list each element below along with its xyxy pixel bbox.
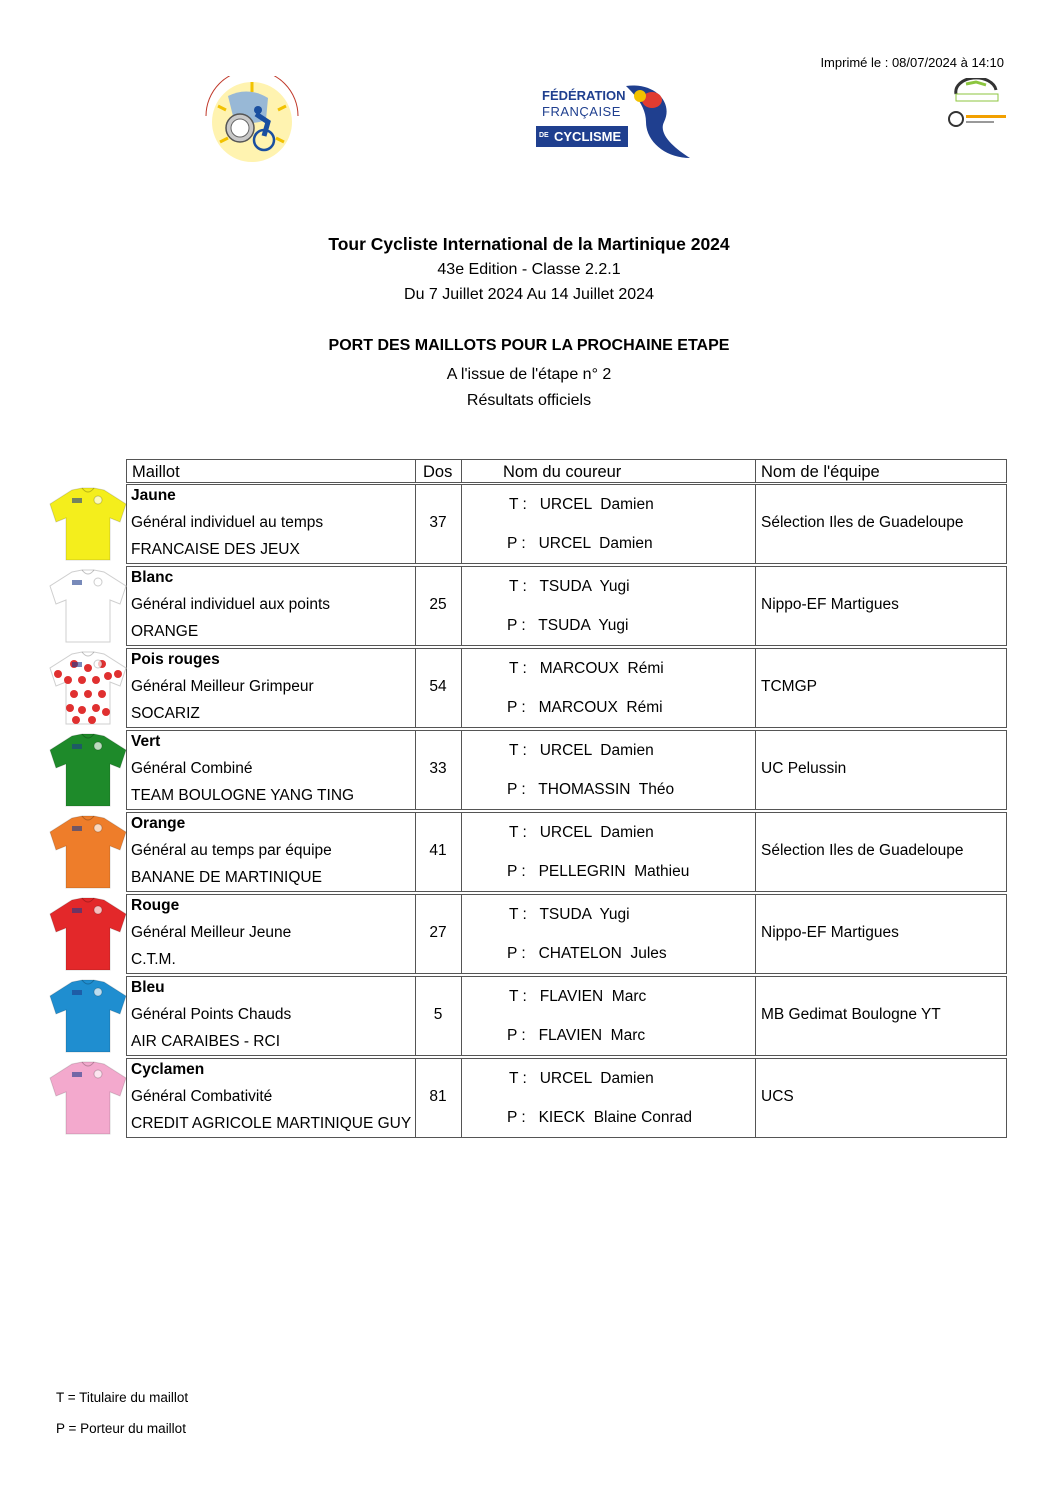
table-row (126, 730, 1007, 810)
classement: Général Points Chauds (131, 1006, 292, 1023)
titulaire: T : FLAVIEN Marc (509, 988, 647, 1005)
team-name: MB Gedimat Boulogne YT (761, 1006, 941, 1023)
jersey-jaune-icon (48, 486, 128, 566)
jersey-name: Orange (131, 815, 186, 832)
jersey-name: Blanc (131, 569, 174, 586)
partner-logo (948, 110, 1008, 128)
porteur: P : FLAVIEN Marc (507, 1027, 646, 1044)
bib-number: 33 (429, 760, 447, 777)
jersey-orange-icon (48, 814, 128, 894)
team-name: Nippo-EF Martigues (761, 596, 899, 613)
titulaire: T : TSUDA Yugi (509, 578, 630, 595)
legend-porteur: P = Porteur du maillot (56, 1421, 186, 1436)
race-title: Tour Cycliste International de la Martinique 2024 (328, 234, 730, 254)
jersey-name: Cyclamen (131, 1061, 205, 1078)
team-name: Sélection Iles de Guadeloupe (761, 514, 964, 531)
sponsor: BANANE DE MARTINIQUE (131, 869, 322, 886)
titulaire: T : URCEL Damien (509, 1070, 654, 1087)
jersey-bleu-icon (48, 978, 128, 1058)
classement: Général Meilleur Grimpeur (131, 678, 314, 695)
table-row (126, 976, 1007, 1056)
bib-number: 27 (429, 924, 447, 941)
sponsor: CREDIT AGRICOLE MARTINIQUE GUY (131, 1115, 412, 1132)
table-row (126, 894, 1007, 974)
bib-number: 54 (429, 678, 447, 695)
titulaire: T : TSUDA Yugi (509, 906, 630, 923)
results-status: Résultats officiels (466, 392, 592, 409)
jersey-rouge-icon (48, 896, 128, 976)
header-dos: Dos (423, 463, 453, 481)
table-header (126, 459, 1007, 483)
bib-number: 37 (429, 514, 447, 531)
titulaire: T : MARCOUX Rémi (509, 660, 664, 677)
classement: Général individuel au temps (131, 514, 324, 531)
sponsor: SOCARIZ (131, 705, 200, 722)
porteur: P : TSUDA Yugi (507, 617, 629, 634)
bib-number: 41 (429, 842, 447, 859)
team-name: TCMGP (761, 678, 817, 695)
ffc-logo-line3: CYCLISME (554, 129, 622, 144)
classement: Général Meilleur Jeune (131, 924, 292, 941)
table-row (126, 1058, 1007, 1138)
sponsor: FRANCAISE DES JEUX (131, 541, 300, 558)
printed-date: Imprimé le : 08/07/2024 à 14:10 (820, 55, 1004, 70)
team-name: Sélection Iles de Guadeloupe (761, 842, 964, 859)
bib-number: 5 (433, 1006, 443, 1023)
bib-number: 25 (429, 596, 447, 613)
titulaire: T : URCEL Damien (509, 496, 654, 513)
sponsor: AIR CARAIBES - RCI (131, 1033, 280, 1050)
porteur: P : CHATELON Jules (507, 945, 667, 962)
porteur: P : URCEL Damien (507, 535, 653, 552)
header-coureur: Nom du coureur (503, 463, 622, 481)
team-name: UC Pelussin (761, 760, 847, 777)
porteur: P : KIECK Blaine Conrad (507, 1109, 692, 1126)
jersey-name: Pois rouges (131, 651, 220, 668)
porteur: P : MARCOUX Rémi (507, 699, 663, 716)
sponsor: ORANGE (131, 623, 199, 640)
porteur: P : THOMASSIN Théo (507, 781, 675, 798)
team-name: Nippo-EF Martigues (761, 924, 899, 941)
race-dates: Du 7 Juillet 2024 Au 14 Juillet 2024 (404, 286, 654, 303)
jersey-name: Rouge (131, 897, 180, 914)
jersey-name: Jaune (131, 487, 176, 504)
ffc-logo-de: DE (539, 132, 549, 139)
ffc-logo-line1: FÉDÉRATION (542, 88, 626, 103)
team-name: UCS (761, 1088, 794, 1105)
ffc-logo-line2: FRANÇAISE (542, 104, 621, 119)
classement: Général au temps par équipe (131, 842, 332, 859)
table-row (126, 566, 1007, 646)
jersey-vert-icon (48, 732, 128, 812)
porteur: P : PELLEGRIN Mathieu (507, 863, 690, 880)
classement: Général Combiné (131, 760, 253, 777)
timing-logo (952, 78, 1002, 104)
table-row (126, 812, 1007, 892)
classement: Général individuel aux points (131, 596, 331, 613)
titulaire: T : URCEL Damien (509, 824, 654, 841)
table-row (126, 648, 1007, 728)
stage-info: A l'issue de l'étape n° 2 (446, 366, 612, 383)
classement: Général Combativité (131, 1088, 273, 1105)
jersey-name: Vert (131, 733, 161, 750)
header-maillot: Maillot (132, 463, 180, 481)
header-equipe: Nom de l'équipe (761, 463, 880, 481)
bib-number: 81 (429, 1088, 447, 1105)
sponsor: TEAM BOULOGNE YANG TING (131, 787, 355, 804)
jersey-name: Bleu (131, 979, 165, 996)
jersey-pois-rouges-icon (48, 650, 128, 730)
section-title: PORT DES MAILLOTS POUR LA PROCHAINE ETAPE (328, 337, 730, 354)
race-edition: 43e Edition - Classe 2.2.1 (437, 261, 621, 278)
table-row (126, 484, 1007, 564)
ffc-logo (534, 82, 694, 162)
sponsor: C.T.M. (131, 951, 176, 968)
committee-logo (198, 76, 306, 168)
jersey-cyclamen-icon (48, 1060, 128, 1140)
titulaire: T : URCEL Damien (509, 742, 654, 759)
legend-titulaire: T = Titulaire du maillot (56, 1390, 189, 1405)
jersey-blanc-icon (48, 568, 128, 648)
